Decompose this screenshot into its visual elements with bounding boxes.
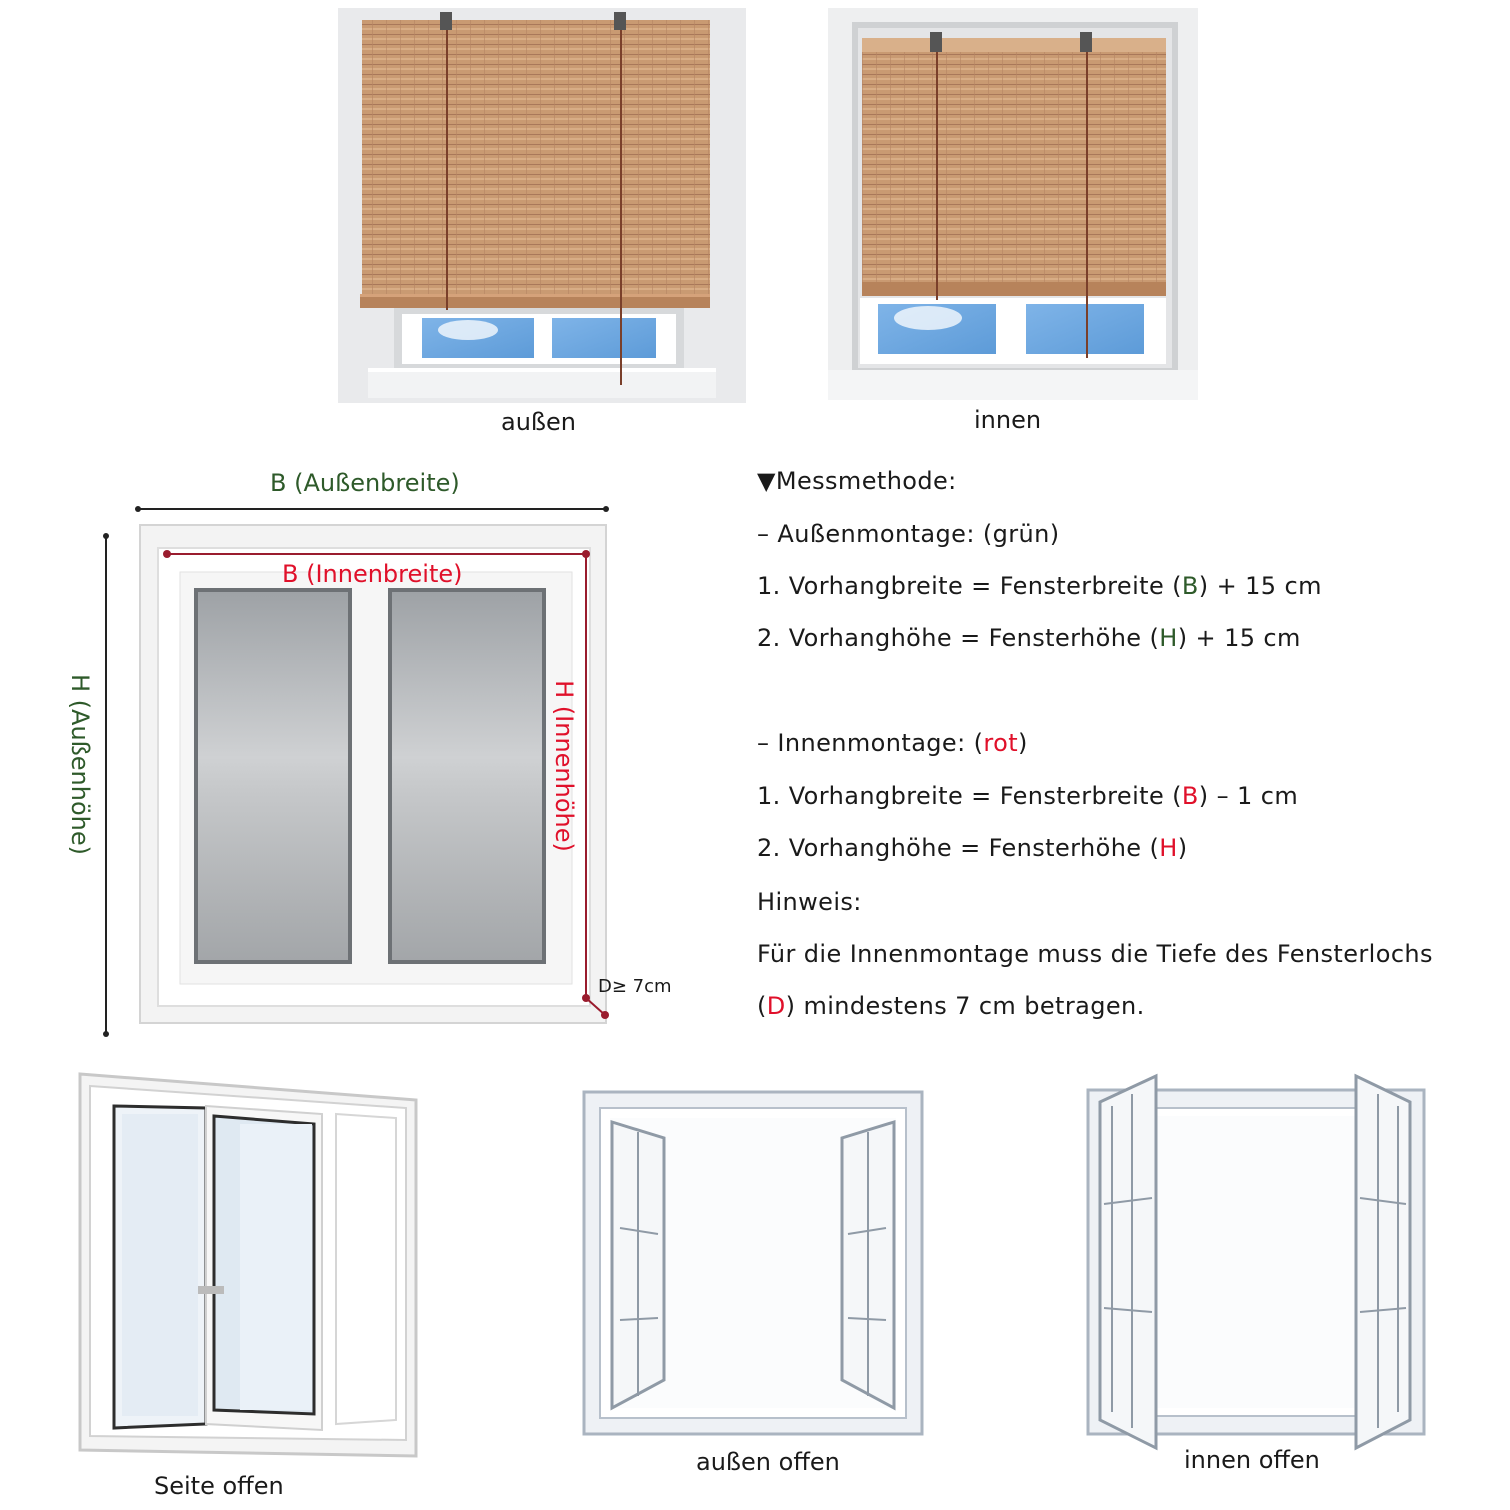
sliding-window-caption: Seite offen [154,1472,284,1500]
method-title: ▼Messmethode: [757,467,957,495]
outward-window-caption: außen offen [696,1448,840,1476]
inner-height-label: H (Innenhöhe) [550,680,578,852]
outside-heading: – Außenmontage: (grün) [757,520,1060,548]
inner-width-label: B (Innenbreite) [282,560,463,588]
outer-width-label: B (Außenbreite) [270,469,460,497]
inward-window-caption: innen offen [1184,1446,1320,1474]
sliding-window-illustration [76,1070,422,1464]
inside-mount-caption: innen [974,406,1042,434]
inward-window-illustration [1080,1072,1430,1452]
outer-height-label: H (Außenhöhe) [66,674,94,855]
inside-rule-height: 2. Vorhanghöhe = Fensterhöhe (H) [757,834,1188,862]
outside-mount-caption: außen [501,408,577,436]
inside-rule-width: 1. Vorhangbreite = Fensterbreite (B) – 1 cm [757,782,1299,810]
note-line-2: (D) mindestens 7 cm betragen. [757,992,1145,1020]
depth-label: D≥ 7cm [598,976,672,997]
note-line-1: Für die Innenmontage muss die Tiefe des Fensterlochs [757,940,1433,968]
note-title: Hinweis: [757,888,862,916]
inside-heading: – Innenmontage: (rot) [757,729,1028,757]
outside-rule-height: 2. Vorhanghöhe = Fensterhöhe (H) + 15 cm [757,624,1301,652]
outside-rule-width: 1. Vorhangbreite = Fensterbreite (B) + 15 cm [757,572,1322,600]
outward-window-illustration [580,1088,926,1440]
